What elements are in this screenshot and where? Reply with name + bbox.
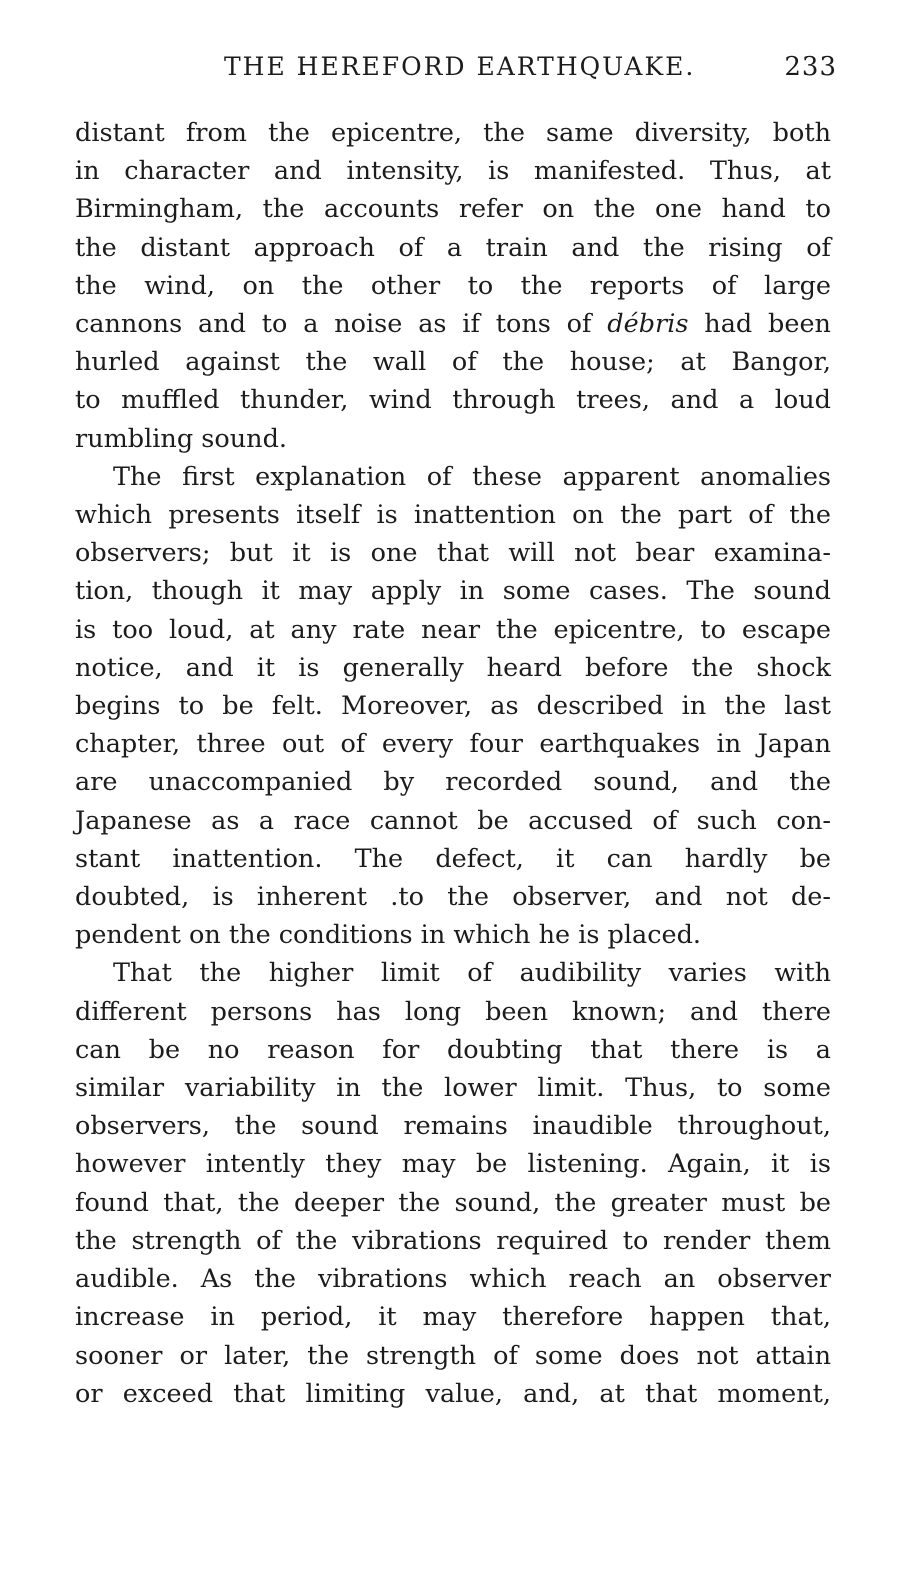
text-line: the wind, on the other to the reports of large (75, 270, 831, 301)
text-line: are unaccompanied by recorded sound, and the (75, 767, 831, 798)
text-line: the strength of the vibrations required to render them (75, 1225, 831, 1256)
text-line: different persons has long been known; and there (75, 996, 831, 1027)
running-title: THE HEREFORD EARTHQUAKE. (224, 52, 696, 81)
page-number: 233 (784, 52, 837, 82)
text-line: to muffled thunder, wind through trees, and a loud (75, 385, 831, 416)
text-line: tion, though it may apply in some cases. The sound (75, 576, 831, 607)
text-line: similar variability in the lower limit. Thus, to some (75, 1073, 831, 1104)
text-line-with-italic (75, 305, 831, 343)
text-line: observers; but it is one that will not bear examina- (75, 538, 831, 569)
text-line: observers, the sound remains inaudible throughout, (75, 1111, 831, 1142)
text-line: rumbling sound. (75, 423, 287, 454)
page-header (75, 52, 837, 92)
text-line: increase in period, it may therefore happen that, (75, 1302, 831, 1333)
text-line: doubted, is inherent .to the observer, and not de- (75, 882, 831, 913)
text-line: audible. As the vibrations which reach an observer (75, 1264, 831, 1295)
text-line: sooner or later, the strength of some does not attain (75, 1340, 831, 1371)
text-line: pendent on the conditions in which he is placed. (75, 920, 702, 951)
text-fragment: cannons and to a noise as if tons of (75, 309, 592, 340)
text-line: That the higher limit of audibility varies with (113, 958, 831, 989)
text-line: hurled against the wall of the house; at Bangor, (75, 347, 831, 378)
text-line: distant from the epicentre, the same diversity, both (75, 118, 831, 148)
body-text (75, 114, 831, 1413)
paragraph-1 (75, 114, 831, 458)
text-line: stant inattention. The defect, it can hardly be (75, 843, 831, 874)
text-line: in character and intensity, is manifested. Thus, at (75, 156, 831, 187)
text-line: notice, and it is generally heard before the shock (75, 652, 831, 683)
italic-word: débris (607, 309, 689, 340)
paragraph-3 (75, 954, 831, 1412)
text-line: is too loud, at any rate near the epicentre, to escape (75, 614, 831, 645)
text-line: Japanese as a race cannot be accused of such con- (75, 805, 831, 836)
text-line: found that, the deeper the sound, the greater must be (75, 1187, 831, 1218)
paragraph-2 (75, 458, 831, 955)
text-line: can be no reason for doubting that there is a (75, 1034, 831, 1065)
text-line: The first explanation of these apparent anomalies (113, 461, 831, 492)
text-fragment: had been (688, 309, 831, 340)
text-line: begins to be felt. Moreover, as described in the last (75, 691, 831, 722)
text-line: chapter, three out of every four earthquakes in Japan (75, 729, 831, 760)
text-line: however intently they may be listening. Again, it is (75, 1149, 831, 1180)
text-line: Birmingham, the accounts refer on the one hand to (75, 194, 831, 225)
text-line: which presents itself is inattention on the part of the (75, 500, 831, 531)
text-line: or exceed that limiting value, and, at that moment, (75, 1378, 831, 1409)
text-line: the distant approach of a train and the rising of (75, 232, 831, 263)
